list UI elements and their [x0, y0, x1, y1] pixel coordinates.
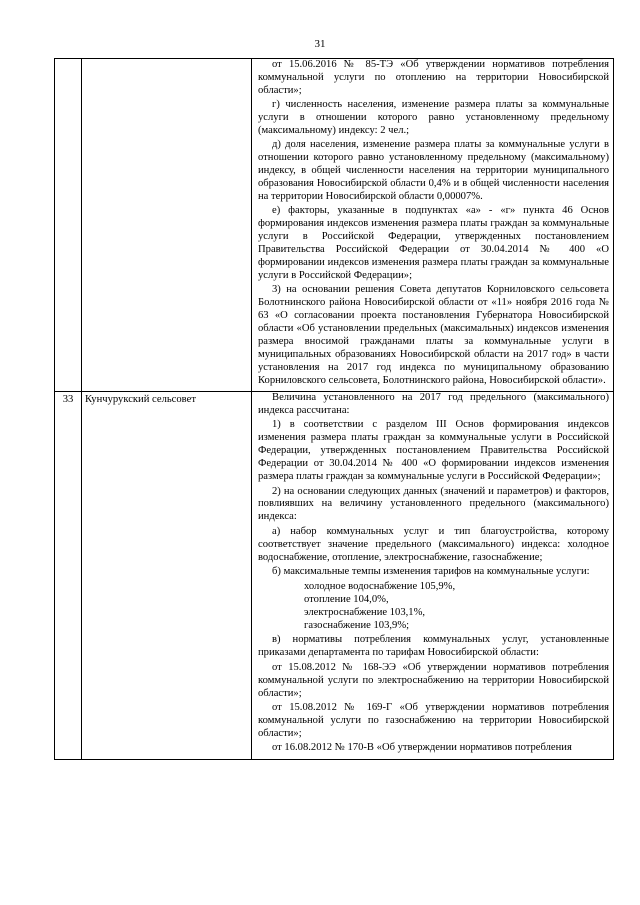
justification-cell	[252, 392, 614, 759]
row-number-cell	[55, 59, 82, 392]
municipality-cell	[82, 59, 252, 392]
paragraph: 2) на основании следующих данных (значений и параметров) и факторов, повлиявших на величину установленного предельного (максимального) индекса:	[258, 485, 609, 523]
paragraph: б) максимальные темпы изменения тарифов на коммунальные услуги:	[272, 565, 590, 577]
tariff-item: газоснабжение 103,9%;	[304, 619, 410, 631]
tariff-list	[304, 581, 609, 633]
paragraph: от 15.06.2016 № 85-ТЭ «Об утверждении нормативов потребления коммунальной услуги по отоплению на территории Новосибирской области»;	[258, 59, 609, 96]
paragraph: в) нормативы потребления коммунальных услуг, установленные приказами департамента по тарифам Новосибирской области:	[258, 634, 609, 659]
paragraph: е) факторы, указанные в подпунктах «а» - «г» пункта 46 Основ формирования индексов изменения размера платы граждан за коммунальные услуги в Российской Федерации, утвержденных постановлением Правительства Российской Федерации от 30.04.2014 № 400 «О формировании индексов изменения размера платы граждан за коммунальные услуги в Российской Федерации»;	[258, 205, 609, 281]
tariff-item: холодное водоснабжение 105,9%,	[304, 580, 456, 592]
paragraph: д) доля населения, изменение размера платы за коммунальные услуги в отношении которого равно установленному предельному (максимальному) индексу, в общей численности населения на территории муниципального образования Новосибирской области 0,4% и в общей численности населения на территории Новосибирской области 0,00007%.	[258, 139, 609, 203]
tariff-item: отопление 104,0%,	[304, 593, 389, 605]
document-table	[54, 58, 614, 760]
paragraph: 3) на основании решения Совета депутатов Корниловского сельсовета Болотнинского района Новосибирской области от «11» ноября 2016 года № 63 «О согласовании проекта постановления Губернатора Новосибирской области «Об установлении предельных (максимальных) индексов изменения размера вносимой гражданами платы за коммунальные услуги в муниципальных образованиях Новосибирской области на 2017 год» в части установления на 2017 год индекса по муниципальному образованию Корниловского сельсовета, Болотнинского района, Новосибирской области».	[258, 284, 609, 386]
row-number-cell: 33	[55, 392, 82, 759]
justification-cell	[252, 59, 614, 392]
paragraph: 1) в соответствии с разделом III Основ формирования индексов изменения размера платы граждан за коммунальные услуги в Российской Федерации, утвержденных постановлением Правительства Российской Федерации от 30.04.2014 № 400 «О формировании индексов изменения размера платы граждан за коммунальные услуги в Российской Федерации»;	[258, 419, 609, 483]
paragraph: от 15.08.2012 № 168-ЭЭ «Об утверждении нормативов потребления коммунальной услуги по электроснабжению на территории Новосибирской области»;	[258, 661, 609, 699]
paragraph: от 16.08.2012 № 170-В «Об утверждении нормативов потребления	[272, 742, 572, 754]
page-number: 31	[314, 38, 326, 50]
table-row	[55, 59, 614, 392]
paragraph: а) набор коммунальных услуг и тип благоустройства, которому соответствует значение предельного (максимального) индекса: холодное водоснабжение, отопление, электроснабжение, газоснабжение;	[258, 525, 609, 563]
municipality-cell: Кунчурукский сельсовет	[82, 392, 252, 759]
table-row	[55, 392, 614, 759]
paragraph: Величина установленного на 2017 год предельного (максимального) индекса рассчитана:	[258, 392, 609, 417]
paragraph: от 15.08.2012 № 169-Г «Об утверждении нормативов потребления коммунальной услуги по газоснабжению на территории Новосибирской области»;	[258, 702, 609, 739]
tariff-item: электроснабжение 103,1%,	[304, 606, 426, 618]
paragraph: г) численность населения, изменение размера платы за коммунальные услуги в отношении которого равно установленному предельному (максимальному) индексу: 2 чел.;	[258, 99, 609, 137]
